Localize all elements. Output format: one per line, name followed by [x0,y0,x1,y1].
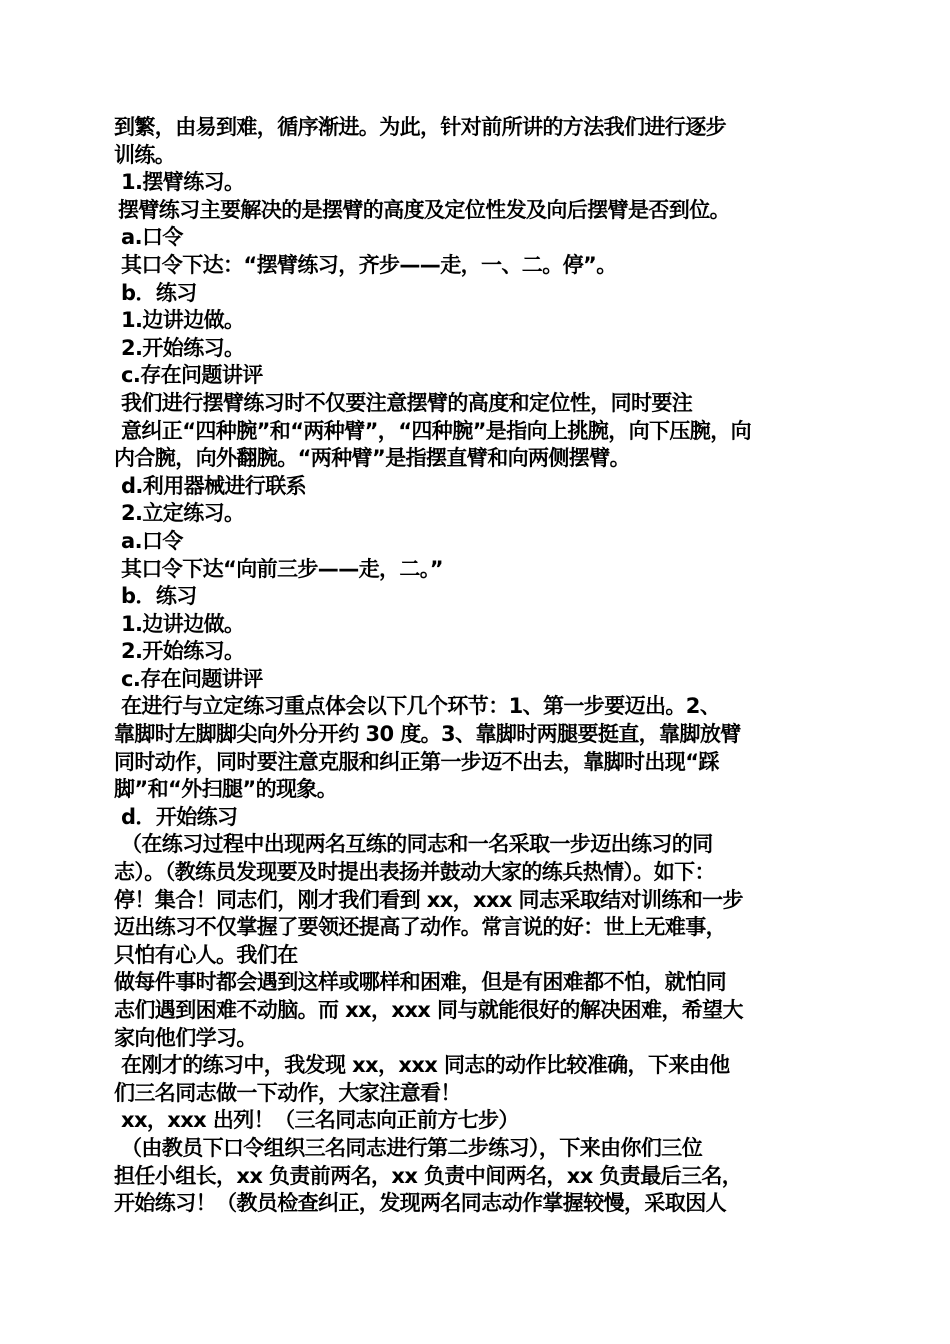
text-line: 在进行与立定练习重点体会以下几个环节：1、第一步要迈出。2、 [121,694,721,719]
text-line: 担任小组长，xx 负责前两名，xx 负责中间两名，xx 负责最后三名， [114,1163,743,1188]
text-line: a.口令 [121,528,183,553]
text-line: 停！集合！同志们，刚才我们看到 xx，xxx 同志采取结对训练和一步 [114,887,743,912]
text-line: 2.开始练习。 [121,639,245,664]
text-line: 家向他们学习。 [114,1025,257,1050]
text-line: a.口令 [121,225,183,250]
text-line: 1.摆臂练习。 [121,170,245,195]
text-line: 志们遇到困难不动脑。而 xx，xxx 同与就能很好的解决困难，希望大 [114,998,743,1022]
text-line: 迈出练习不仅掌握了要领还提高了动作。常言说的好：世上无难事， [114,915,726,940]
text-line: 靠脚时左脚脚尖向外分开约 30 度。3、靠脚时两腿要挺直，靠脚放臂 [114,722,741,747]
text-line: 1.边讲边做。 [121,611,245,636]
text-line: （由教员下口令组织三名同志进行第二步练习），下来由你们三位 [121,1135,703,1160]
text-line: 意纠正“四种腕”和“两种臂”，“四种腕”是指向上挑腕，向下压腕，向 [121,418,752,443]
text-line: 志）。（教练员发现要及时提出表扬并鼓动大家的练兵热情）。如下： [114,860,715,885]
text-line: 其口令下达“向前三步——走，二。” [121,556,443,581]
text-line: b．练习 [121,584,197,609]
text-line: 其口令下达：“摆臂练习，齐步——走，一、二。停”。 [121,252,617,277]
text-line: 做每件事时都会遇到这样或哪样和困难，但是有困难都不怕，就怕同 [114,970,726,995]
text-line: 2.开始练习。 [121,335,245,360]
text-line: 1.边讲边做。 [121,308,245,333]
text-line: 只怕有心人。我们在 [114,942,298,967]
text-line: 在刚才的练习中，我发现 xx，xxx 同志的动作比较准确，下来由他 [121,1053,730,1078]
text-line: 到繁，由易到难，循序渐进。为此，针对前所讲的方法我们进行逐步 [114,115,726,139]
text-line: d.利用器械进行联系 [121,473,307,498]
text-line: 训练。 [114,142,176,167]
document-body [114,114,844,1218]
text-line: 我们进行摆臂练习时不仅要注意摆臂的高度和定位性，同时要注 [121,390,693,415]
text-line: 内合腕，向外翻腕。“两种臂”是指摆直臂和向两侧摆臂。 [114,446,631,471]
text-line: 摆臂练习主要解决的是摆臂的高度及定位性发及向后摆臂是否到位。 [118,197,730,222]
text-line: 开始练习！（教员检查纠正，发现两名同志动作掌握较慢，采取因人 [114,1191,726,1216]
text-line: c.存在问题讲评 [121,363,263,388]
text-line: c.存在问题讲评 [121,666,263,691]
text-line: xx，xxx 出列！（三名同志向正前方七步） [121,1108,519,1133]
text-line: 脚”和“外扫腿”的现象。 [114,777,338,802]
text-line: 2.立定练习。 [121,501,245,526]
text-line: 们三名同志做一下动作，大家注意看！ [114,1080,461,1105]
text-line: 同时动作，同时要注意克服和纠正第一步迈不出去，靠脚时出现“踩 [114,749,719,774]
text-line: （在练习过程中出现两名互练的同志和一名采取一步迈出练习的同 [121,832,713,857]
text-line: b．练习 [121,280,197,305]
text-line: d．开始练习 [121,804,238,829]
